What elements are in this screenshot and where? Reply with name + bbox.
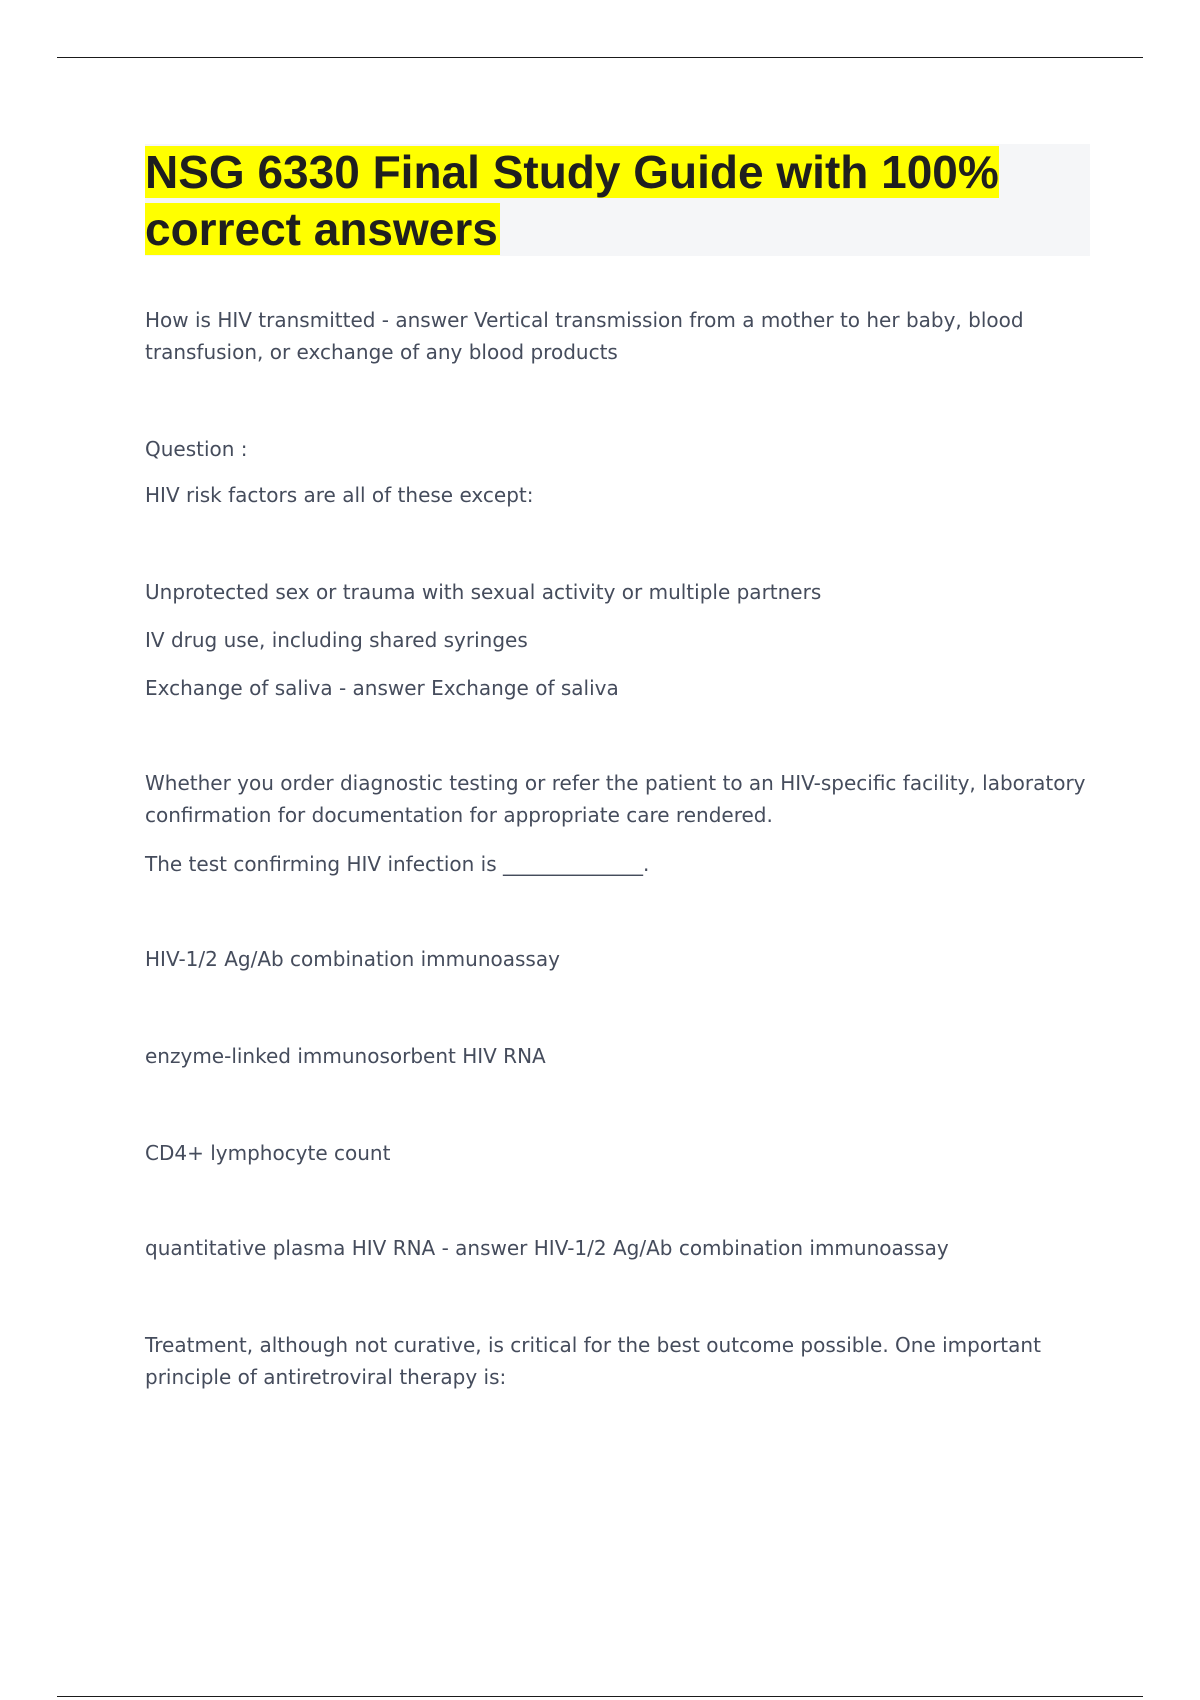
paragraph-risk-factors-question: HIV risk factors are all of these except: xyxy=(145,483,534,507)
option-quantitative-hiv-rna: quantitative plasma HIV RNA - answer HIV-1/2 Ag/Ab combination immunoassay xyxy=(145,1236,949,1260)
paragraph-diagnostic-testing: Whether you order diagnostic testing or refer the patient to an HIV-specific facility, laboratory confirmation for documentation for appropriate care rendered. xyxy=(145,771,1092,827)
option-iv-drug-use: IV drug use, including shared syringes xyxy=(145,628,528,652)
paragraph-antiretroviral-therapy: Treatment, although not curative, is critical for the best outcome possible. One important principle of antiretroviral therapy is: xyxy=(145,1333,1048,1389)
option-exchange-of-saliva: Exchange of saliva - answer Exchange of saliva xyxy=(145,676,619,700)
paragraph-hiv-transmission: How is HIV transmitted - answer Vertical transmission from a mother to her baby, blood transfusion, or exchange of any blood products xyxy=(145,308,1030,364)
option-elisa-hiv-rna: enzyme-linked immunosorbent HIV RNA xyxy=(145,1044,546,1068)
title-highlight: NSG 6330 Final Study Guide with 100% correct answers xyxy=(145,146,999,255)
paragraph-confirming-test-question: The test confirming HIV infection is ______________. xyxy=(145,852,650,876)
option-hiv-ag-ab-immunoassay: HIV-1/2 Ag/Ab combination immunoassay xyxy=(145,947,560,971)
option-unprotected-sex: Unprotected sex or trauma with sexual activity or multiple partners xyxy=(145,580,822,604)
footer-rule xyxy=(57,1696,1143,1697)
document-title xyxy=(145,144,1090,258)
option-cd4-count: CD4+ lymphocyte count xyxy=(145,1141,391,1165)
title-block xyxy=(145,144,1090,256)
header-rule xyxy=(57,57,1143,58)
paragraph-question-label: Question : xyxy=(145,437,248,461)
